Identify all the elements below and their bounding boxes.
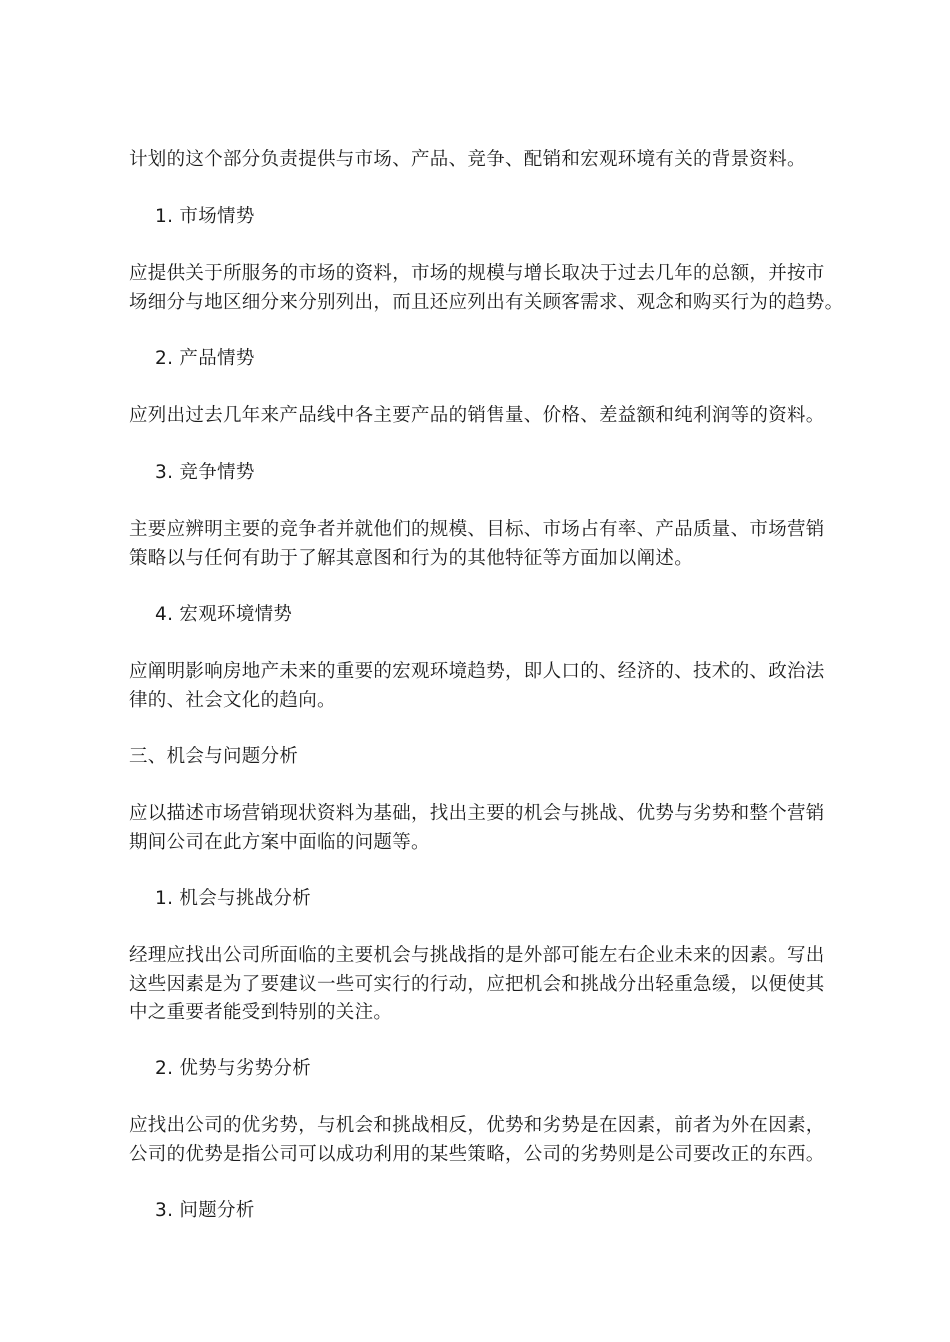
macro-line-1: 应阐明影响房地产未来的重要的宏观环境趋势，即人口的、经济的、技术的、政治法 [129, 661, 825, 682]
opportunity-line-3: 中之重要者能受到特别的关注。 [129, 1002, 393, 1023]
opportunity-line-1: 经理应找出公司所面临的主要机会与挑战指的是外部可能左右企业未来的因素。写出 [129, 945, 825, 966]
macro-line-2: 律的、社会文化的趋向。 [129, 689, 336, 711]
swot-line-1: 应找出公司的优劣势，与机会和挑战相反，优势和劣势是在因素，前者为外在因素， [129, 1115, 825, 1136]
competition-paragraph [129, 516, 851, 573]
product-heading: 2. 产品情势 [155, 348, 255, 369]
problem-heading: 3. 问题分析 [155, 1200, 255, 1221]
swot-line-2: 公司的优势是指公司可以成功利用的某些策略，公司的劣势则是公司要改正的东西。 [129, 1143, 825, 1165]
competition-line-2: 策略以与任何有助于了解其意图和行为的其他特征等方面加以阐述。 [129, 547, 694, 569]
section3-intro-paragraph [129, 800, 851, 857]
section3-intro-line-1: 应以描述市场营销现状资料为基础，找出主要的机会与挑战、优势与劣势和整个营销 [129, 803, 825, 824]
product-line: 应列出过去几年来产品线中各主要产品的销售量、价格、差益额和纯利润等的资料。 [129, 405, 825, 426]
macro-heading: 4. 宏观环境情势 [155, 604, 293, 625]
section3-title-text: 三、机会与问题分析 [129, 746, 299, 767]
market-heading: 1. 市场情势 [155, 206, 255, 227]
section3-intro-line-2: 期间公司在此方案中面临的问题等。 [129, 831, 430, 853]
market-line-2: 场细分与地区细分来分别列出，而且还应列出有关顾客需求、观念和购买行为的趋势。 [129, 291, 844, 313]
market-line-1: 应提供关于所服务的市场的资料，市场的规模与增长取决于过去几年的总额，并按市 [129, 263, 825, 284]
competition-heading: 3. 竞争情势 [155, 462, 255, 483]
opportunity-line-2: 这些因素是为了要建议一些可实行的行动，应把机会和挑战分出轻重急缓，以便使其 [129, 973, 825, 995]
opportunity-paragraph [129, 942, 851, 1028]
macro-paragraph [129, 658, 851, 715]
intro-line: 计划的这个部分负责提供与市场、产品、竞争、配销和宏观环境有关的背景资料。 [129, 149, 806, 170]
intro-paragraph [129, 146, 851, 175]
competition-line-1: 主要应辨明主要的竞争者并就他们的规模、目标、市场占有率、产品质量、市场营销 [129, 519, 825, 540]
opportunity-heading: 1. 机会与挑战分析 [155, 888, 312, 909]
swot-paragraph [129, 1112, 851, 1169]
swot-heading: 2. 优势与劣势分析 [155, 1058, 312, 1079]
market-paragraph [129, 260, 851, 317]
section3-title [129, 743, 851, 772]
product-paragraph [129, 402, 851, 431]
